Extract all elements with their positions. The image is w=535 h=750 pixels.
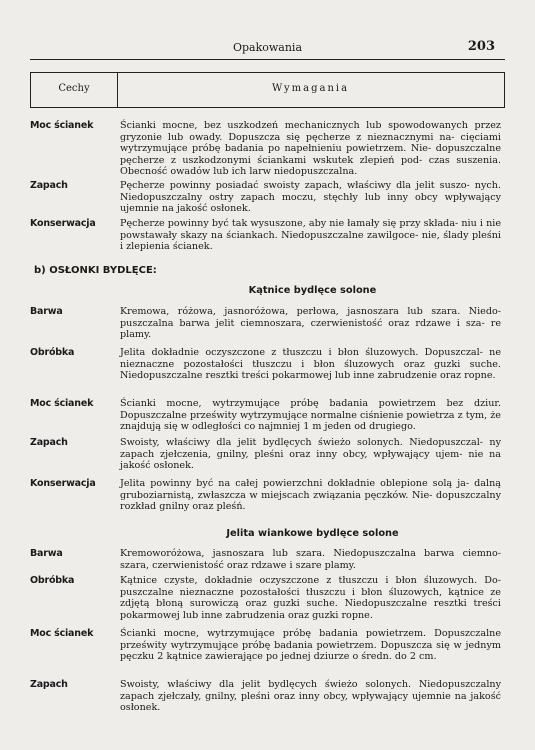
row-text: Pęcherze powinny posiadać swoisty zapach, właściwy dla jelit suszo- nych. Niedopuszczalny ostry zapach moczu, stęchły lub inny obcy wpływający ujemnie na jakość osłonek. — [120, 180, 501, 214]
row-text: Kątnice czyste, dokładnie oczyszczone z tłuszczu i błon śluzowych. Do- puszczalne nieznaczne pozostałości tłuszczu i błon śluzowych, kątnice ze zdjętą błoną surowiczą oraz guzki suche. Niedopuszczalne resztki treści pokarmowej lub inne zabrudzenia oraz guzki ropne. — [120, 575, 501, 621]
row-text: Kremoworóżowa, jasnoszara lub szara. Niedopuszczalna barwa ciemno- szara, czerwienistość oraz rdzawe i szare plamy. — [120, 548, 501, 571]
row-label: Moc ścianek — [30, 628, 94, 639]
row-label: Zapach — [30, 679, 68, 690]
row-text: Ścianki mocne, wytrzymujące próbę badania powietrzem bez dziur. Dopuszczalne prześwity wytrzymujące normalne ciśnienie powietrza z tym, że znajdują się w odległości co najmniej 1 m jeden od drugiego. — [120, 398, 501, 432]
column-header-requirements: Wymagania — [271, 83, 350, 94]
row-label: Moc ścianek — [30, 398, 94, 409]
row-label: Moc ścianek — [30, 120, 94, 131]
row-text: Ścianki mocne, wytrzymujące próbę badania powietrzem. Dopuszczalne prześwity wytrzymujące próbę badania powietrzem. Dopuszcza się w jednym pęczku 2 kątnice zawierające po jednej dziurze o średn. do 2 cm. — [120, 628, 501, 662]
section-heading: b) OSŁONKI BYDLĘCE: — [34, 265, 157, 276]
header-rule — [30, 59, 505, 60]
row-text: Ścianki mocne, bez uszkodzeń mechanicznych lub spowodowanych przez gryzonie lub owady. Dopuszcza się pęcherze z nieznacznymi na- cięciami wytrzymujące próbę badania po napełnieniu powietrzem. Nie- dopuszczalne pęcherze z uszkodzonymi ściankami wskutek zlepień pod- czas suszenia. Obecność owadów lub ich larw niedopuszczalna. — [120, 120, 501, 177]
row-text: Swoisty, właściwy dla jelit bydlęcych świeżo solonych. Niedopuszczalny zapach zjełczały, gnilny, pleśni oraz inny obcy, wpływający ujemnie na jakość osłonek. — [120, 679, 501, 713]
row-text: Pęcherze powinny być tak wysuszone, aby nie łamały się przy składa- niu i nie powstawały skazy na ściankach. Niedopuszczalne zawilgoce- nie, ślady pleśni i zlepienia ścianek. — [120, 218, 501, 252]
running-header-title: Opakowania — [232, 41, 303, 54]
column-header-features: Cechy — [58, 83, 90, 94]
row-text: Swoisty, właściwy dla jelit bydlęcych świeżo solonych. Niedopuszczal- ny zapach zjełczenia, gnilny, pleśni oraz inny obcy, wpływający ujem- nie na jakość osłonek. — [120, 437, 501, 471]
row-label: Obróbka — [30, 575, 75, 586]
page-number: 203 — [467, 39, 495, 54]
row-label: Zapach — [30, 180, 68, 191]
row-label: Konserwacja — [30, 218, 96, 229]
row-label: Konserwacja — [30, 478, 96, 489]
row-label: Zapach — [30, 437, 68, 448]
subsection-heading: Kątnice bydlęce solone — [248, 285, 377, 296]
row-text: Jelita dokładnie oczyszczone z tłuszczu i błon śluzowych. Dopuszczal- ne nieznaczne pozostałości tłuszczu i błon śluzowych oraz guzki suche. Niedopuszczalne resztki treści pokarmowej lub inne zabrudzenie oraz ropne. — [120, 347, 501, 381]
row-label: Barwa — [30, 548, 63, 559]
row-label: Barwa — [30, 306, 63, 317]
row-text: Kremowa, różowa, jasnoróżowa, perłowa, jasnoszara lub szara. Niedo- puszczalna barwa jelit ciemnoszara, czerwienistość oraz rdzawe i sza- re plamy. — [120, 306, 501, 340]
subsection-heading: Jelita wiankowe bydlęce solone — [226, 528, 399, 539]
table-header — [30, 72, 505, 108]
row-text: Jelita powinny być na całej powierzchni dokładnie oblepione solą ja- dalną gruboziarnistą, zwłaszcza w miejscach związania pęczków. Nie- dopuszczalny rozkład gnilny oraz pleśń. — [120, 478, 501, 512]
row-label: Obróbka — [30, 347, 75, 358]
